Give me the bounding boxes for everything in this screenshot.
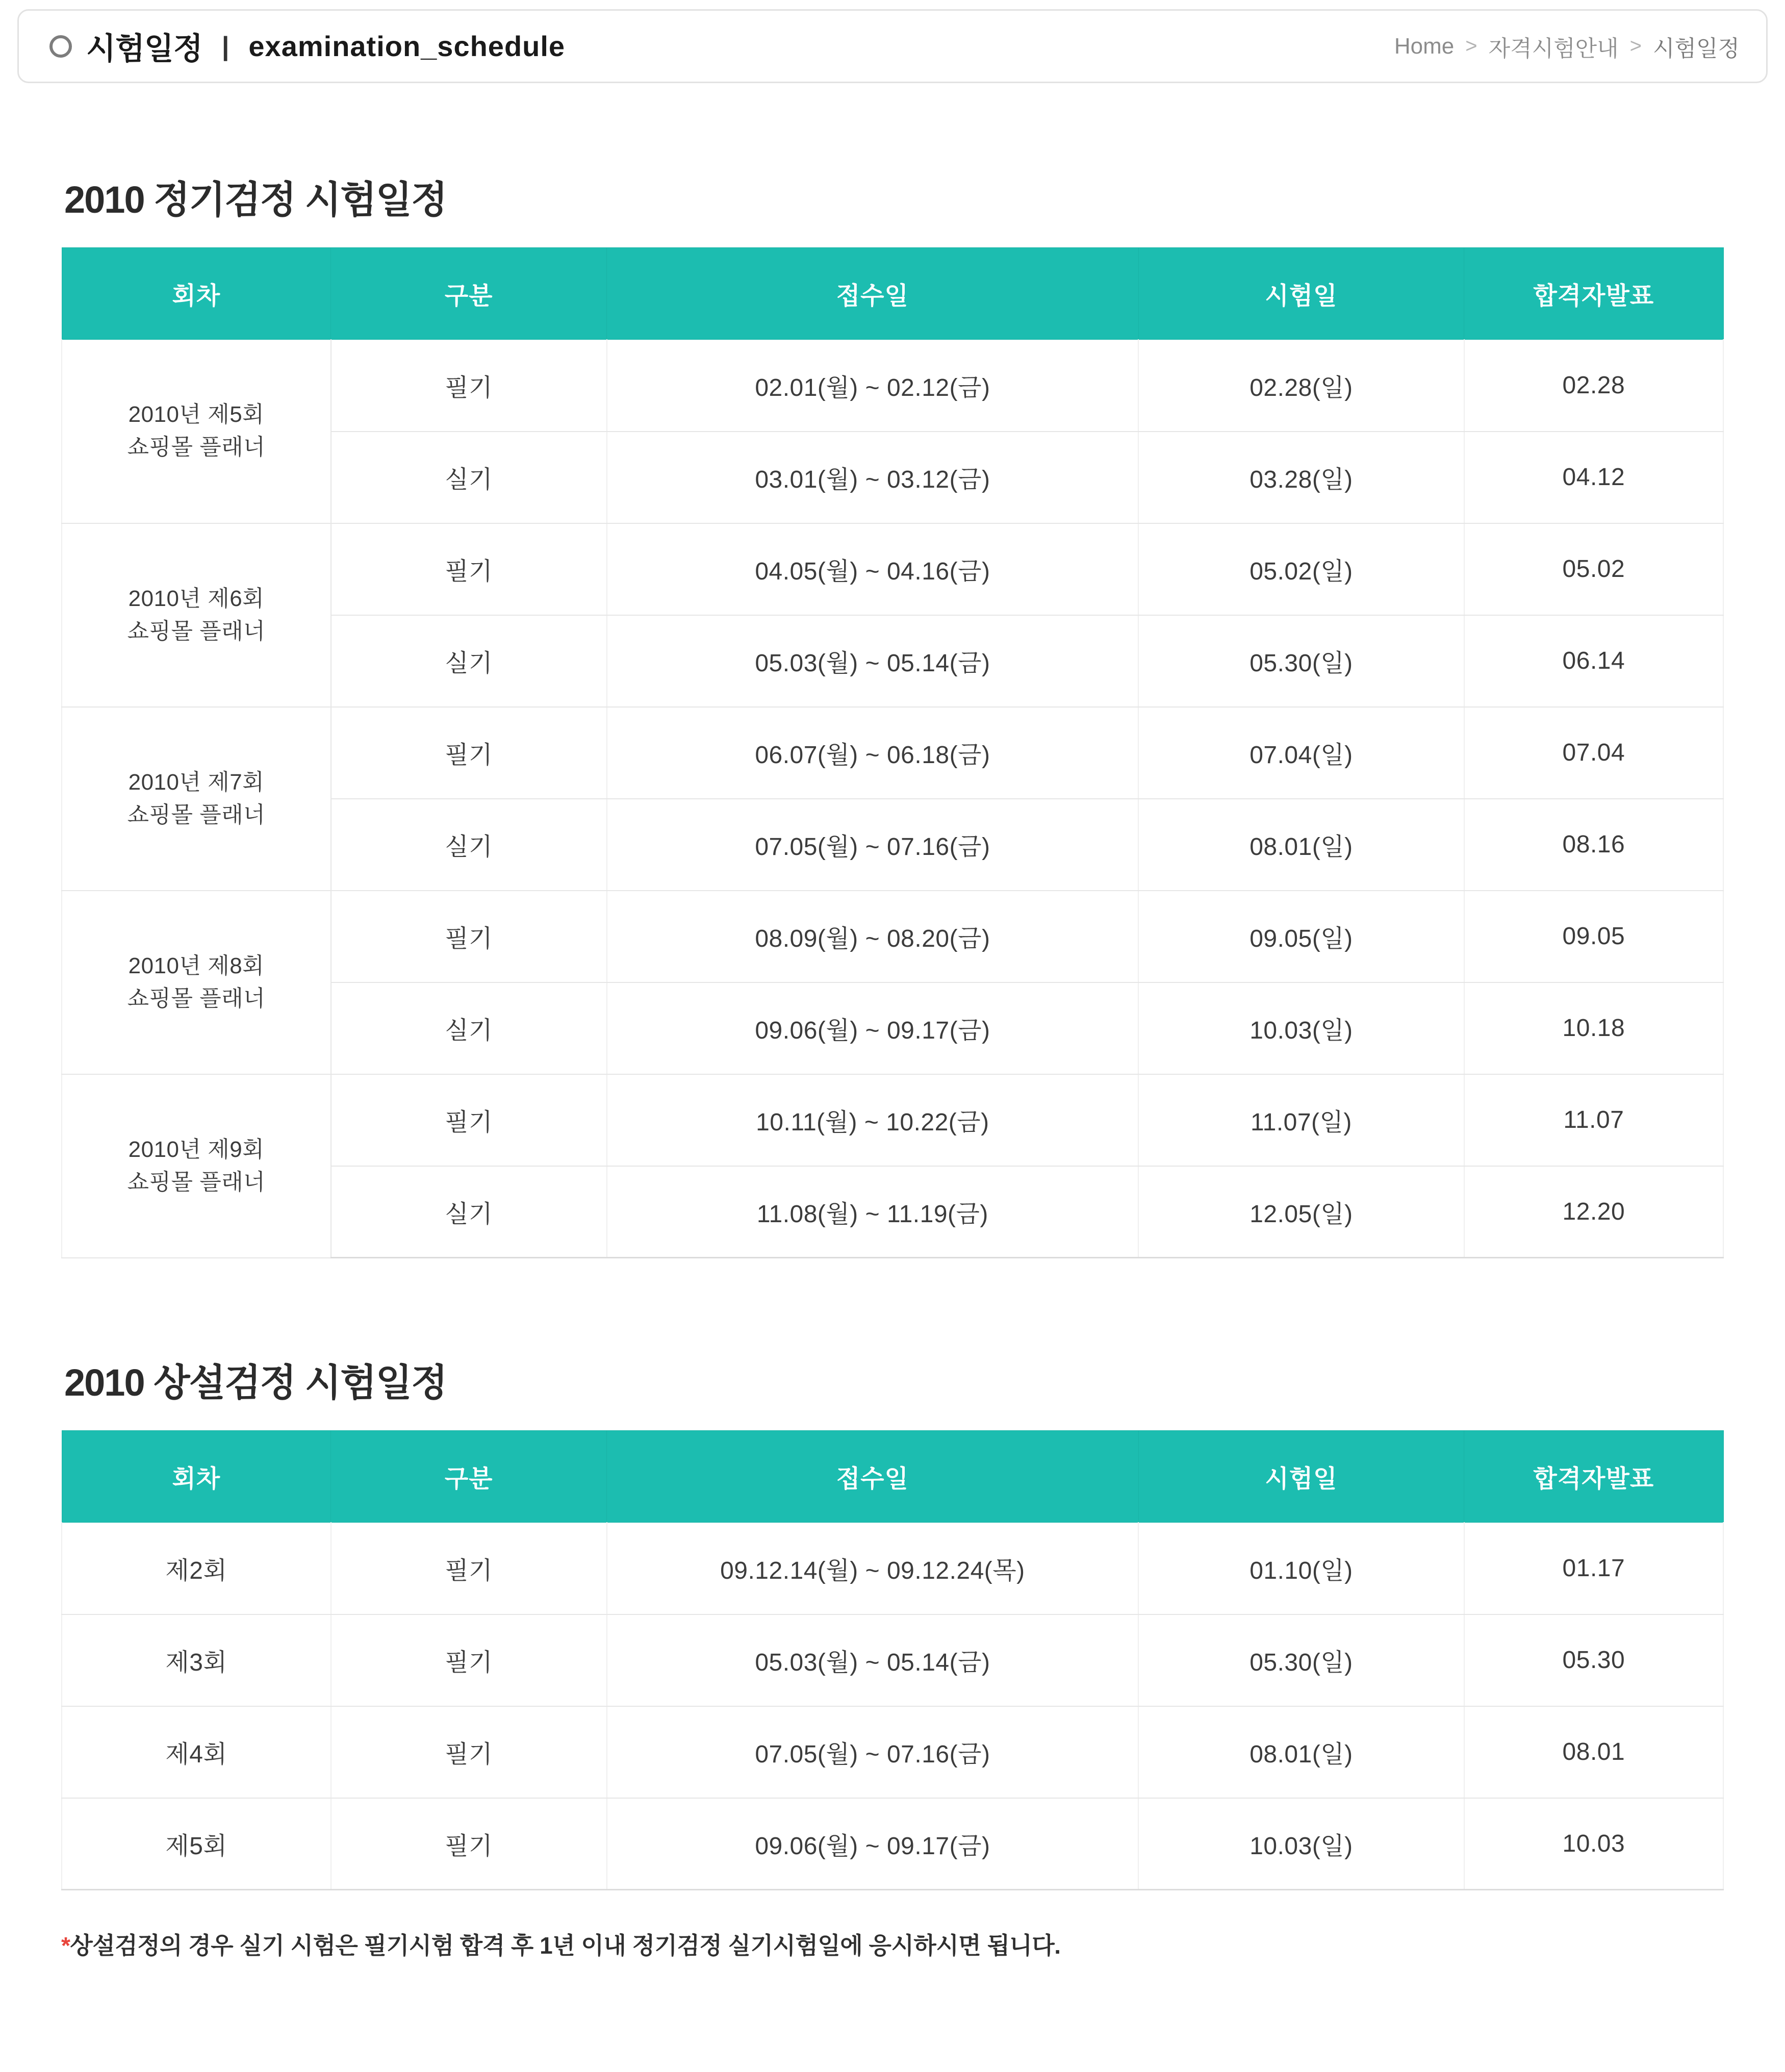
page-title: 시험일정 [86,31,202,66]
column-header-exam-date: 시험일 [1138,248,1464,340]
cell-result-date: 12.20 [1464,1166,1723,1258]
round-line: 2010년 제6회 [128,586,265,611]
cell-application-date: 05.03(월) ~ 05.14(금) [607,615,1139,707]
title-separator: | [221,31,230,61]
cell-application-date: 11.08(월) ~ 11.19(금) [607,1166,1139,1258]
cell-application-date: 09.12.14(월) ~ 09.12.24(목) [607,1523,1139,1614]
breadcrumb-item-home[interactable]: Home [1394,33,1455,59]
cell-application-date: 03.01(월) ~ 03.12(금) [607,432,1139,523]
section-regular-exam [61,170,1724,1258]
table-row [62,1706,1723,1798]
column-header-round: 회차 [62,248,331,340]
cell-result-date: 10.18 [1464,982,1723,1074]
cell-application-date: 05.03(월) ~ 05.14(금) [607,1614,1139,1706]
cell-result-date: 01.17 [1464,1523,1723,1614]
cell-exam-date: 05.02(일) [1138,523,1464,615]
cell-application-date: 04.05(월) ~ 04.16(금) [607,523,1139,615]
cell-round [62,707,331,891]
cell-type: 필기 [331,1523,607,1614]
table-header-row [62,248,1723,340]
column-header-application-date: 접수일 [607,1431,1139,1523]
cell-result-date: 02.28 [1464,340,1723,432]
cell-type: 실기 [331,982,607,1074]
cell-result-date: 04.12 [1464,432,1723,523]
cell-application-date: 09.06(월) ~ 09.17(금) [607,982,1139,1074]
column-header-type: 구분 [331,248,607,340]
chevron-right-icon: > [1465,35,1477,57]
round-line: 2010년 제5회 [128,402,265,427]
cell-round [62,1074,331,1258]
round-line: 쇼핑몰 플래너 [127,802,266,827]
cell-application-date: 09.06(월) ~ 09.17(금) [607,1798,1139,1890]
cell-round: 제4회 [62,1706,331,1798]
round-line: 2010년 제8회 [128,953,265,978]
cell-exam-date: 05.30(일) [1138,615,1464,707]
cell-exam-date: 03.28(일) [1138,432,1464,523]
page-title-english: examination_schedule [248,30,566,62]
column-header-type: 구분 [331,1431,607,1523]
cell-exam-date: 08.01(일) [1138,1706,1464,1798]
schedule-table-regular [61,247,1724,1258]
cell-application-date: 10.11(월) ~ 10.22(금) [607,1074,1139,1166]
chevron-right-icon: > [1629,35,1642,57]
cell-round [62,523,331,707]
cell-application-date: 06.07(월) ~ 06.18(금) [607,707,1139,799]
cell-exam-date: 09.05(일) [1138,891,1464,982]
cell-round: 제5회 [62,1798,331,1890]
round-line: 쇼핑몰 플래너 [127,1169,266,1195]
cell-type: 실기 [331,432,607,523]
cell-result-date: 09.05 [1464,891,1723,982]
breadcrumb-item-current: 시험일정 [1652,36,1740,61]
cell-application-date: 02.01(월) ~ 02.12(금) [607,340,1139,432]
cell-type: 실기 [331,615,607,707]
cell-result-date: 07.04 [1464,707,1723,799]
round-line: 쇼핑몰 플래너 [127,618,266,644]
column-header-result-date: 합격자발표 [1464,1431,1723,1523]
footnote-text: 상설검정의 경우 실기 시험은 필기시험 합격 후 1년 이내 정기검정 실기시험일에 응시하시면 됩니다. [70,1932,1061,1959]
table-row [62,1798,1723,1890]
cell-round: 제2회 [62,1523,331,1614]
section-title-regular: 2010 정기검정 시험일정 [64,179,447,221]
cell-result-date: 08.01 [1464,1706,1723,1798]
column-header-exam-date: 시험일 [1138,1431,1464,1523]
cell-type: 실기 [331,799,607,891]
round-line: 2010년 제7회 [128,769,265,795]
table-row [62,340,1723,432]
footnote [61,1927,1724,1961]
cell-application-date: 08.09(월) ~ 08.20(금) [607,891,1139,982]
table-row [62,523,1723,615]
cell-result-date: 08.16 [1464,799,1723,891]
table-row [62,707,1723,799]
table-row [62,891,1723,982]
round-line: 2010년 제9회 [128,1136,265,1162]
cell-exam-date: 12.05(일) [1138,1166,1464,1258]
cell-exam-date: 05.30(일) [1138,1614,1464,1706]
column-header-application-date: 접수일 [607,248,1139,340]
cell-round: 제3회 [62,1614,331,1706]
cell-round [62,891,331,1074]
cell-type: 필기 [331,523,607,615]
cell-exam-date: 10.03(일) [1138,1798,1464,1890]
cell-result-date: 05.02 [1464,523,1723,615]
breadcrumb-item-exam-guide[interactable]: 자격시험안내 [1488,36,1619,61]
schedule-table-permanent [61,1430,1724,1890]
round-line: 쇼핑몰 플래너 [127,986,266,1011]
cell-result-date: 06.14 [1464,615,1723,707]
table-header-row [62,1431,1723,1523]
cell-type: 필기 [331,891,607,982]
cell-application-date: 07.05(월) ~ 07.16(금) [607,1706,1139,1798]
cell-type: 필기 [331,1798,607,1890]
cell-round [62,340,331,523]
cell-type: 필기 [331,340,607,432]
cell-exam-date: 01.10(일) [1138,1523,1464,1614]
cell-result-date: 10.03 [1464,1798,1723,1890]
page-header [17,9,1768,83]
cell-exam-date: 02.28(일) [1138,340,1464,432]
column-header-round: 회차 [62,1431,331,1523]
cell-type: 필기 [331,1706,607,1798]
table-row [62,1074,1723,1166]
cell-application-date: 07.05(월) ~ 07.16(금) [607,799,1139,891]
cell-exam-date: 10.03(일) [1138,982,1464,1074]
cell-exam-date: 07.04(일) [1138,707,1464,799]
circle-outline-icon [49,35,72,58]
section-permanent-exam [61,1353,1724,1890]
page-root [0,9,1785,1991]
round-line: 쇼핑몰 플래너 [127,435,266,460]
cell-type: 필기 [331,1074,607,1166]
breadcrumb [1394,30,1740,63]
cell-exam-date: 11.07(일) [1138,1074,1464,1166]
table-row [62,1614,1723,1706]
table-row [62,1523,1723,1614]
section-title-permanent: 2010 상설검정 시험일정 [64,1361,447,1404]
cell-type: 필기 [331,707,607,799]
cell-type: 필기 [331,1614,607,1706]
cell-result-date: 05.30 [1464,1614,1723,1706]
cell-exam-date: 08.01(일) [1138,799,1464,891]
page-header-left [49,24,565,68]
footnote-star: * [61,1932,70,1959]
cell-result-date: 11.07 [1464,1074,1723,1166]
cell-type: 실기 [331,1166,607,1258]
column-header-result-date: 합격자발표 [1464,248,1723,340]
